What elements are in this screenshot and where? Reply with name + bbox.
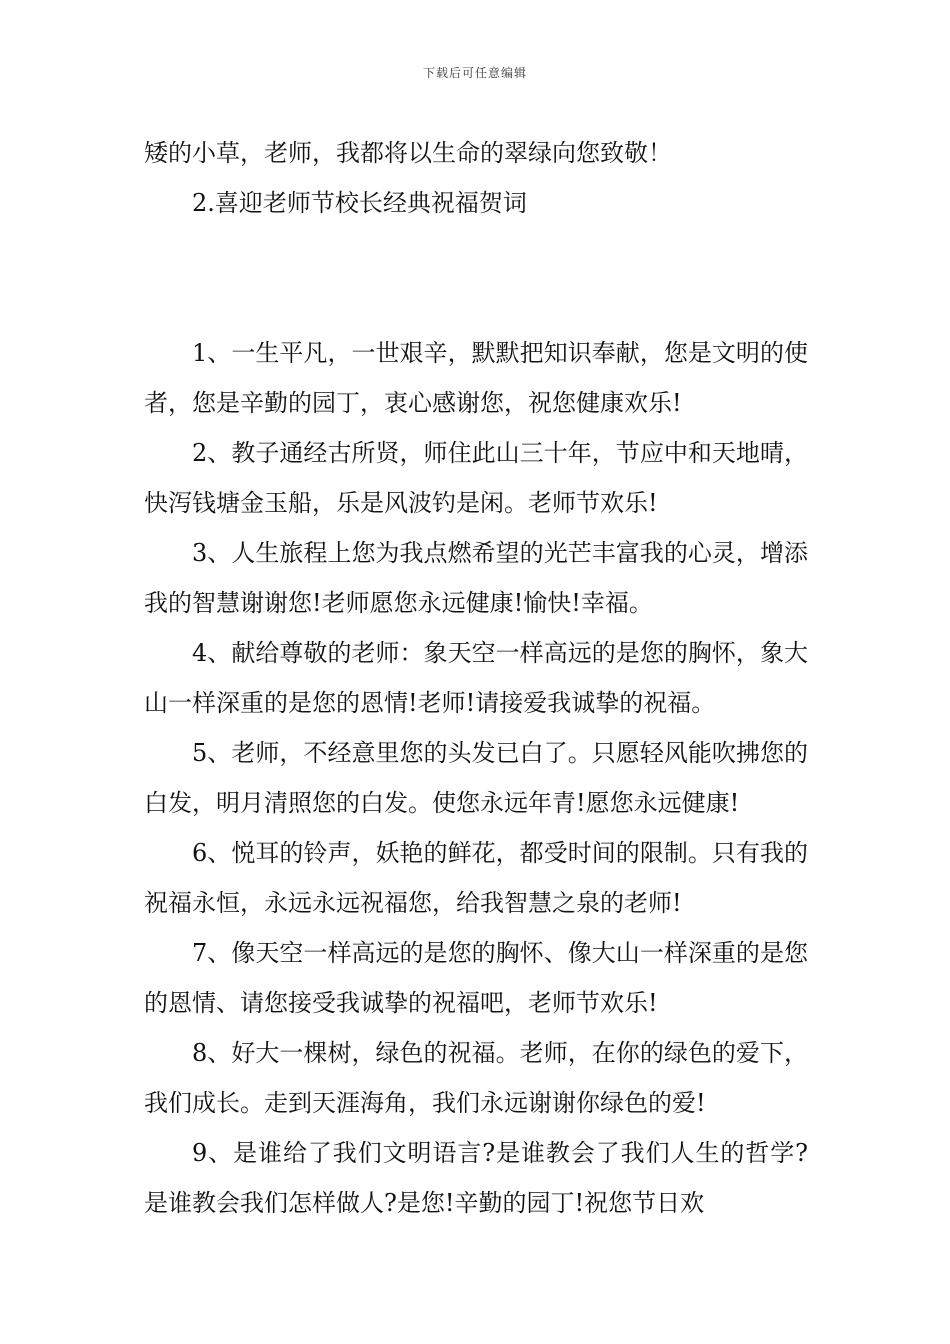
list-item: 4、献给尊敬的老师：象天空一样高远的是您的胸怀，象大山一样深重的是您的恩情!老师!请接爱我诚挚的祝福。 xyxy=(144,639,808,717)
list-item: 9、是谁给了我们文明语言?是谁教会了我们人生的哲学?是谁教会我们怎样做人?是您!辛勤的园丁!祝您节日欢 xyxy=(144,1139,808,1217)
list-item: 2、教子通经古所贤，师住此山三十年，节应中和天地晴，快泻钱塘金玉船，乐是风波钓是闲。老师节欢乐! xyxy=(144,439,808,517)
list-item: 5、老师，不经意里您的头发已白了。只愿轻风能吹拂您的白发，明月清照您的白发。使您永远年青!愿您永远健康! xyxy=(144,739,808,817)
continuation-paragraph: 矮的小草，老师，我都将以生命的翠绿向您致敬！ xyxy=(144,139,672,167)
list-item: 6、悦耳的铃声，妖艳的鲜花，都受时间的限制。只有我的祝福永恒，永远永远祝福您，给我智慧之泉的老师! xyxy=(144,839,808,917)
list-item: 8、好大一棵树，绿色的祝福。老师，在你的绿色的爱下，我们成长。走到天涯海角，我们永远谢谢你绿色的爱! xyxy=(144,1039,808,1117)
page-header: 下载后可任意编辑 xyxy=(422,66,527,80)
list-item: 1、一生平凡，一世艰辛，默默把知识奉献，您是文明的使者，您是辛勤的园丁，衷心感谢您，祝您健康欢乐! xyxy=(144,339,808,417)
document-body xyxy=(144,128,808,1228)
list-item: 3、人生旅程上您为我点燃希望的光芒丰富我的心灵，增添我的智慧谢谢您!老师愿您永远健康!愉快!幸福。 xyxy=(144,539,808,617)
list-item: 7、像天空一样高远的是您的胸怀、像大山一样深重的是您的恩情、请您接受我诚挚的祝福吧，老师节欢乐! xyxy=(144,939,808,1017)
section-title: 2.喜迎老师节校长经典祝福贺词 xyxy=(192,189,527,217)
